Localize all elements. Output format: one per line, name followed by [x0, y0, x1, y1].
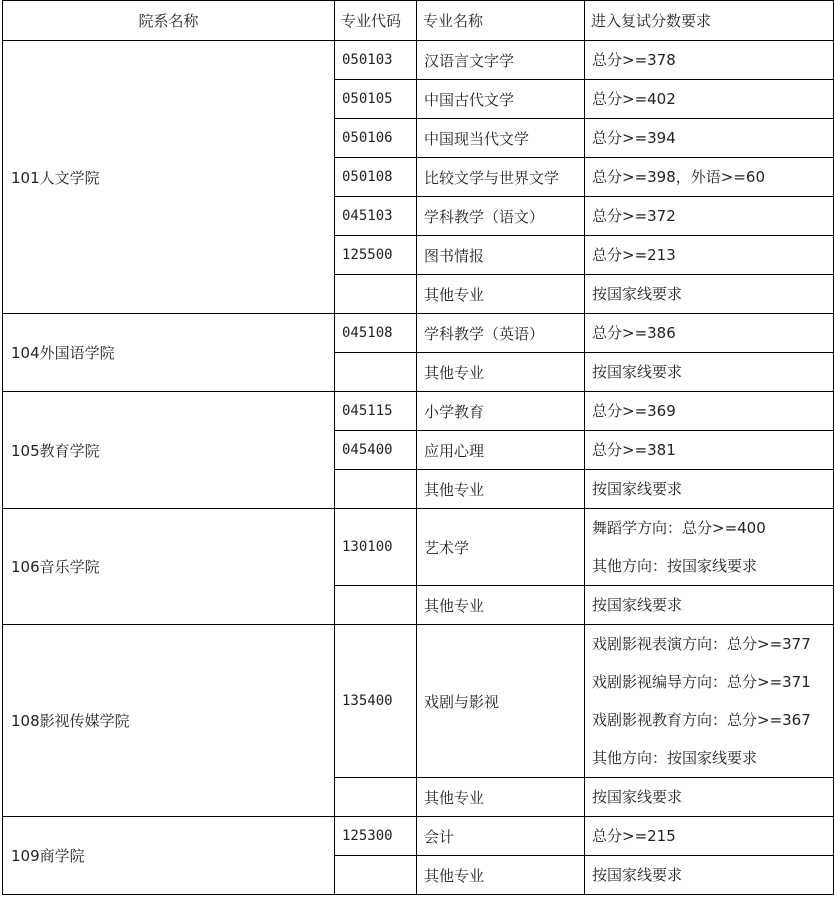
score-requirements-table — [2, 0, 834, 895]
table-row — [3, 625, 834, 778]
table-row — [3, 817, 834, 856]
requirement-line: 舞蹈学方向：总分>=400 — [592, 519, 766, 537]
table-row — [3, 509, 834, 586]
requirement-line: 总分>=369 — [592, 402, 676, 420]
major-name-cell: 其他专业 — [417, 275, 585, 314]
table-row — [3, 392, 834, 431]
major-name-cell: 其他专业 — [417, 353, 585, 392]
requirement-line: 总分>=402 — [592, 90, 676, 108]
major-code-cell: 125300 — [335, 817, 417, 856]
table-row — [3, 41, 834, 80]
requirement-line: 戏剧影视表演方向：总分>=377 — [592, 635, 811, 653]
requirement-line: 总分>=398，外语>=60 — [592, 168, 765, 186]
requirement-line: 按国家线要求 — [592, 596, 683, 614]
dept-name-cell: 108影视传媒学院 — [3, 625, 335, 817]
dept-name-cell: 109商学院 — [3, 817, 335, 895]
requirement-cell — [585, 586, 834, 625]
major-name-cell: 中国现当代文学 — [417, 119, 585, 158]
major-name-cell: 应用心理 — [417, 431, 585, 470]
major-name-cell: 会计 — [417, 817, 585, 856]
table-body — [3, 41, 834, 895]
major-name-cell: 其他专业 — [417, 586, 585, 625]
major-code-cell: 125500 — [335, 236, 417, 275]
dept-name-cell: 105教育学院 — [3, 392, 335, 509]
requirement-cell — [585, 119, 834, 158]
requirement-line: 按国家线要求 — [592, 480, 683, 498]
major-name-cell: 汉语言文字学 — [417, 41, 585, 80]
major-name-cell: 其他专业 — [417, 778, 585, 817]
requirement-line: 按国家线要求 — [592, 363, 683, 381]
requirement-cell — [585, 275, 834, 314]
major-code-cell: 050103 — [335, 41, 417, 80]
major-code-cell: 045103 — [335, 197, 417, 236]
requirement-line: 其他方向：按国家线要求 — [592, 557, 758, 575]
major-name-cell: 其他专业 — [417, 470, 585, 509]
requirement-cell — [585, 197, 834, 236]
requirement-line: 戏剧影视教育方向：总分>=367 — [592, 711, 811, 729]
requirement-cell — [585, 41, 834, 80]
major-name-cell: 其他专业 — [417, 856, 585, 895]
major-code-cell: 135400 — [335, 625, 417, 778]
major-code-cell — [335, 856, 417, 895]
major-code-cell: 045108 — [335, 314, 417, 353]
requirement-cell — [585, 236, 834, 275]
requirement-cell — [585, 625, 834, 778]
requirement-line: 总分>=394 — [592, 129, 676, 147]
table-header-row — [3, 1, 834, 41]
major-name-cell: 艺术学 — [417, 509, 585, 586]
major-code-cell: 050108 — [335, 158, 417, 197]
major-code-cell: 045115 — [335, 392, 417, 431]
header-code: 专业代码 — [335, 1, 417, 41]
major-code-cell — [335, 353, 417, 392]
major-code-cell: 050106 — [335, 119, 417, 158]
requirement-line: 其他方向：按国家线要求 — [592, 749, 758, 767]
major-name-cell: 戏剧与影视 — [417, 625, 585, 778]
requirement-cell — [585, 353, 834, 392]
major-name-cell: 学科教学（语文） — [417, 197, 585, 236]
dept-name-cell: 101人文学院 — [3, 41, 335, 314]
major-name-cell: 小学教育 — [417, 392, 585, 431]
major-code-cell: 050105 — [335, 80, 417, 119]
requirement-line: 按国家线要求 — [592, 788, 683, 806]
major-name-cell: 比较文学与世界文学 — [417, 158, 585, 197]
requirement-cell — [585, 509, 834, 586]
requirement-line: 总分>=213 — [592, 246, 676, 264]
table-row — [3, 314, 834, 353]
requirement-line: 总分>=215 — [592, 827, 676, 845]
major-code-cell — [335, 275, 417, 314]
requirement-line: 按国家线要求 — [592, 866, 683, 884]
dept-name-cell: 104外国语学院 — [3, 314, 335, 392]
requirement-line: 戏剧影视编导方向：总分>=371 — [592, 673, 811, 691]
major-name-cell: 学科教学（英语） — [417, 314, 585, 353]
requirement-line: 总分>=372 — [592, 207, 676, 225]
requirement-cell — [585, 314, 834, 353]
major-name-cell: 中国古代文学 — [417, 80, 585, 119]
requirement-cell — [585, 392, 834, 431]
header-requirement: 进入复试分数要求 — [585, 1, 834, 41]
major-name-cell: 图书情报 — [417, 236, 585, 275]
requirement-line: 总分>=378 — [592, 51, 676, 69]
major-code-cell — [335, 586, 417, 625]
header-major: 专业名称 — [417, 1, 585, 41]
major-code-cell — [335, 470, 417, 509]
header-dept: 院系名称 — [3, 1, 335, 41]
requirement-line: 按国家线要求 — [592, 285, 683, 303]
major-code-cell — [335, 778, 417, 817]
requirement-line: 总分>=386 — [592, 324, 676, 342]
major-code-cell: 045400 — [335, 431, 417, 470]
requirement-cell — [585, 856, 834, 895]
dept-name-cell: 106音乐学院 — [3, 509, 335, 625]
requirement-cell — [585, 778, 834, 817]
requirement-cell — [585, 470, 834, 509]
requirement-cell — [585, 80, 834, 119]
requirement-cell — [585, 158, 834, 197]
major-code-cell: 130100 — [335, 509, 417, 586]
requirement-cell — [585, 431, 834, 470]
requirement-line: 总分>=381 — [592, 441, 676, 459]
requirement-cell — [585, 817, 834, 856]
